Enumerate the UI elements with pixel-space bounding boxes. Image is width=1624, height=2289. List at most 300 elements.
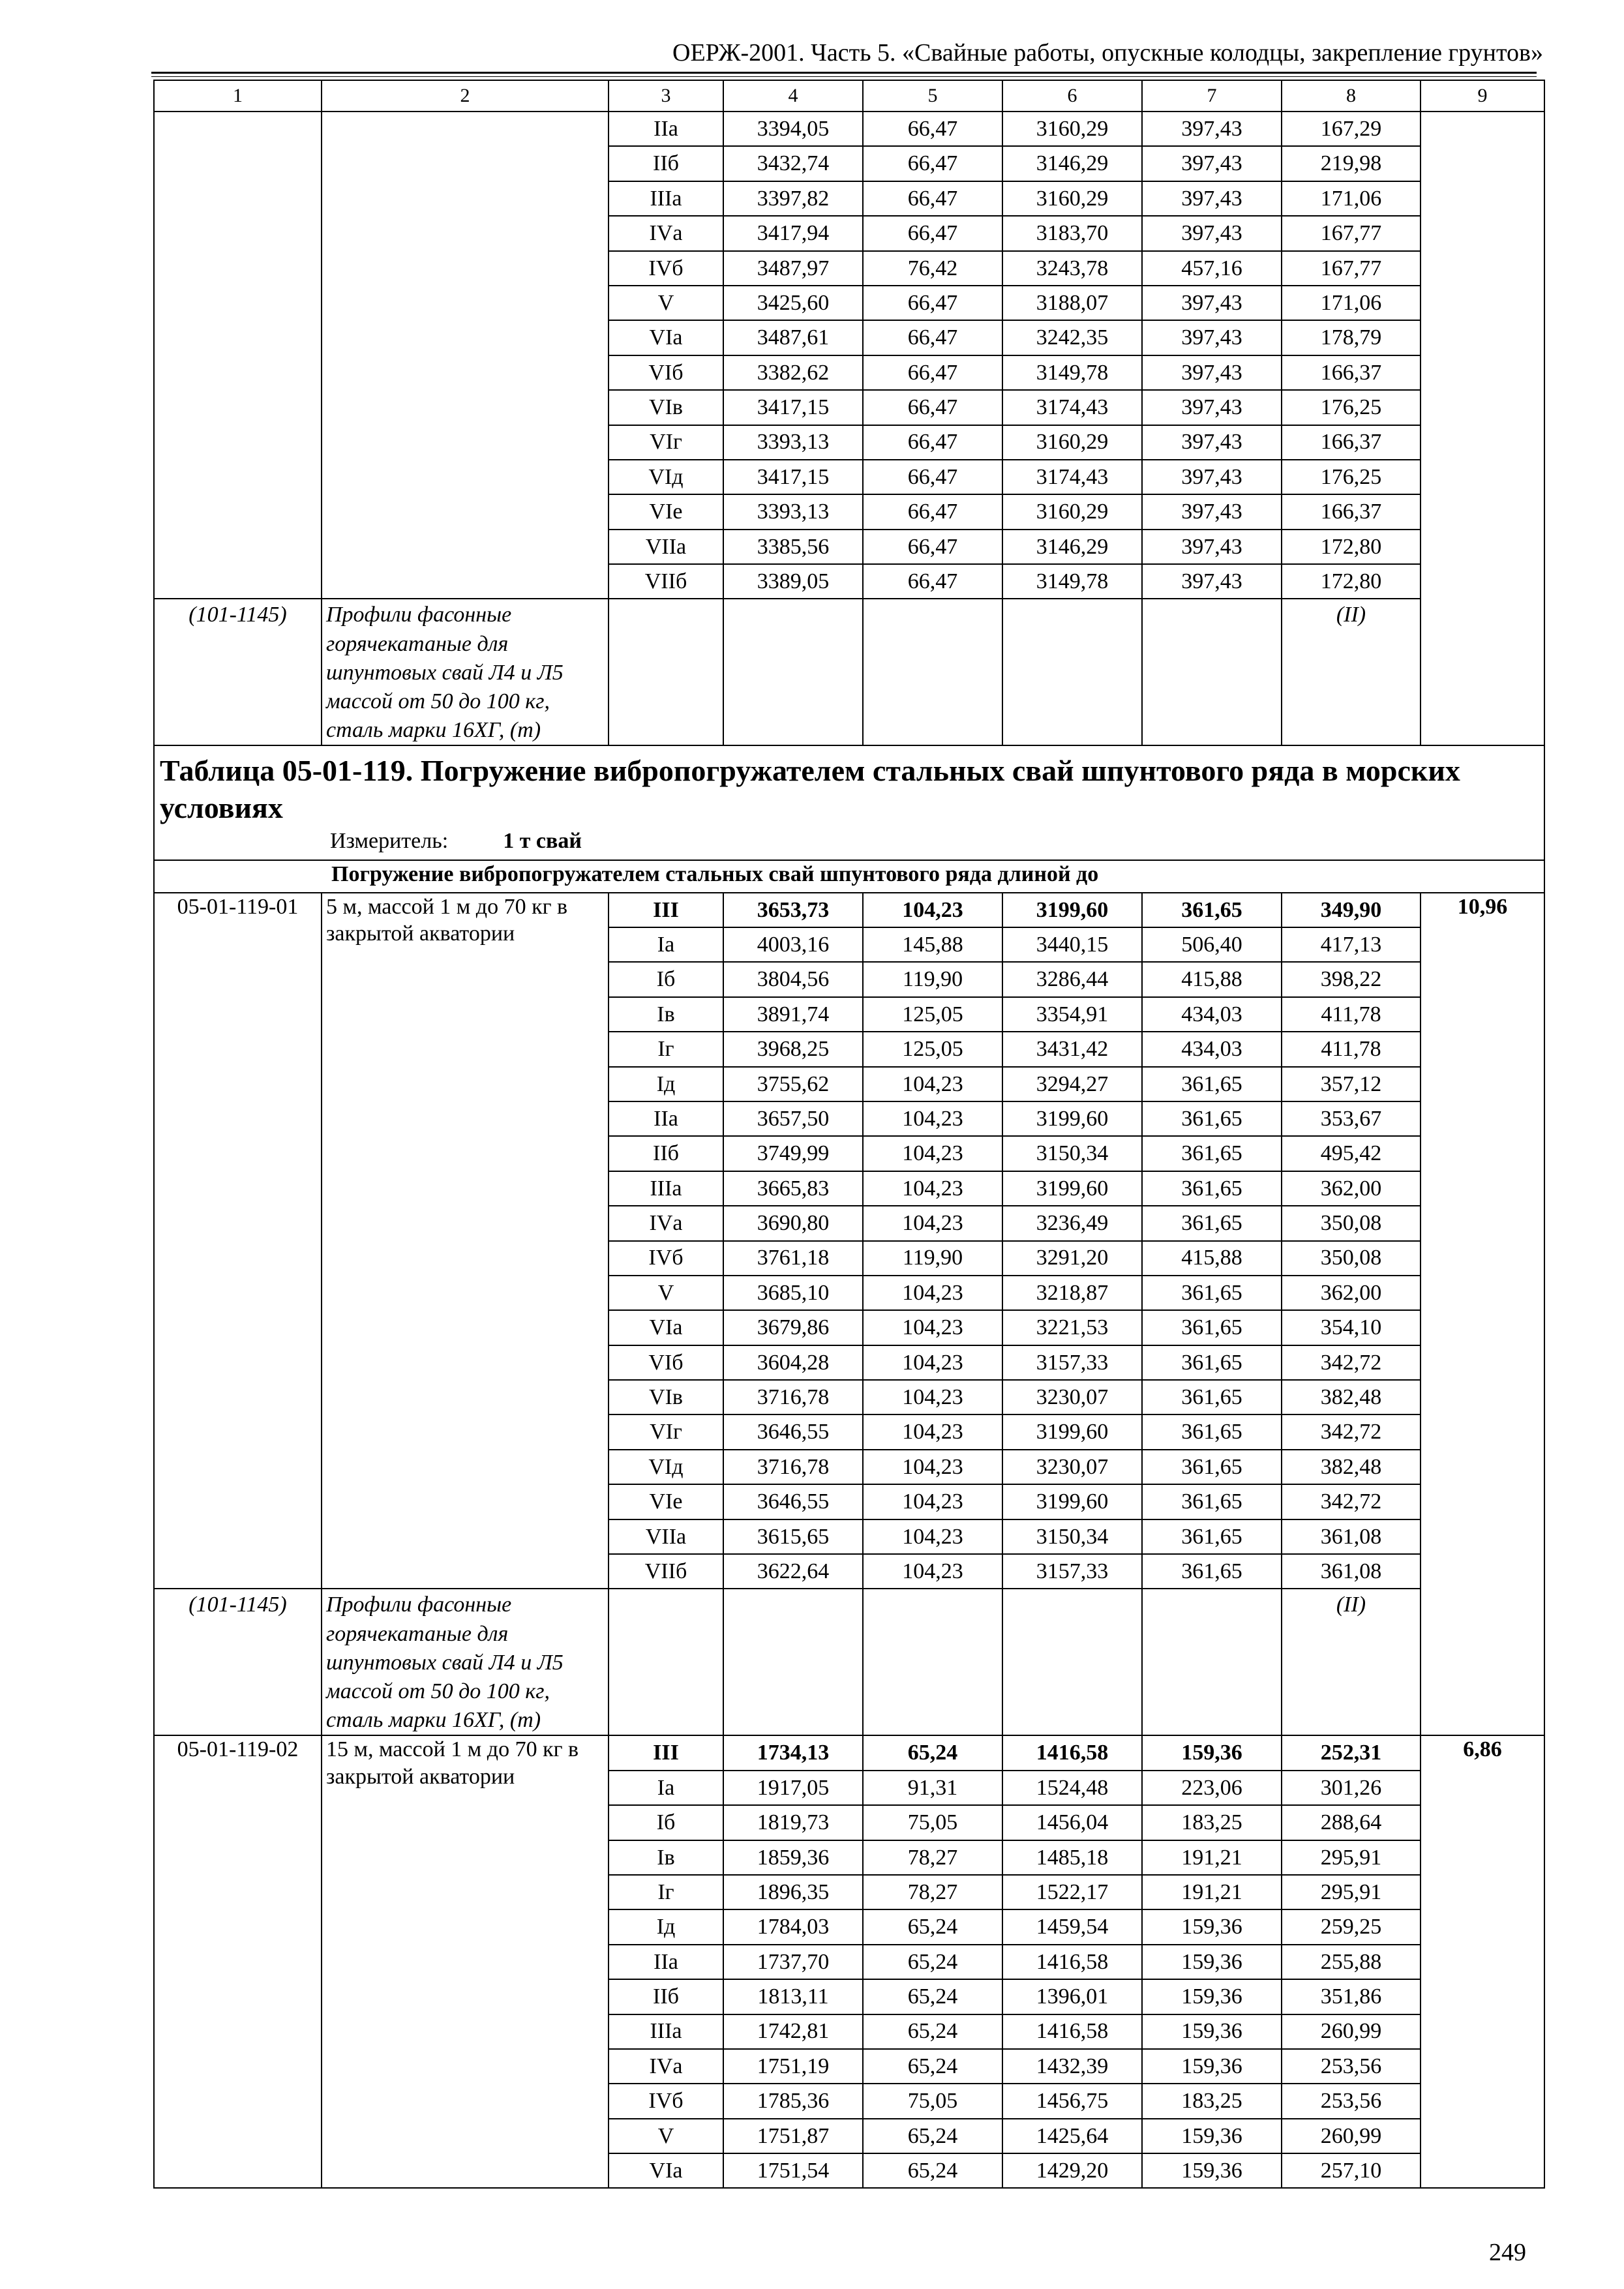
- value-cell: 1751,54: [723, 2153, 863, 2188]
- value-cell: 66,47: [863, 146, 1002, 181]
- value-cell: 301,26: [1282, 1771, 1421, 1805]
- value-cell: 167,77: [1282, 251, 1421, 286]
- value-cell: 66,47: [863, 390, 1002, 425]
- value-cell: 434,03: [1142, 997, 1282, 1032]
- soil-group-cell: Iд: [609, 1909, 723, 1944]
- soil-group-cell: Iд: [609, 1067, 723, 1101]
- soil-group-cell: IIIа: [609, 1171, 723, 1206]
- soil-group-cell: VIд: [609, 460, 723, 494]
- value-cell: 1396,01: [1002, 1979, 1142, 2014]
- value-cell: 3382,62: [723, 355, 863, 390]
- value-cell: 3236,49: [1002, 1206, 1142, 1240]
- value-cell: 3646,55: [723, 1414, 863, 1449]
- unit-label: Измеритель:: [330, 828, 449, 853]
- value-cell: 1819,73: [723, 1805, 863, 1840]
- value-cell: 223,06: [1142, 1771, 1282, 1805]
- soil-group-cell: IVб: [609, 251, 723, 286]
- value-cell: 1859,36: [723, 1840, 863, 1875]
- value-cell: 119,90: [863, 1241, 1002, 1276]
- soil-group-cell: IVа: [609, 2049, 723, 2084]
- value-cell: 3968,25: [723, 1032, 863, 1066]
- value-cell: 397,43: [1142, 112, 1282, 146]
- value-cell: 75,05: [863, 1805, 1002, 1840]
- value-cell: 260,99: [1282, 2014, 1421, 2049]
- value-cell-empty: [1142, 599, 1282, 745]
- soil-group-cell: VIб: [609, 355, 723, 390]
- value-cell: 104,23: [863, 1276, 1002, 1310]
- value-cell: 3891,74: [723, 997, 863, 1032]
- soil-group-cell: V: [609, 2119, 723, 2153]
- value-cell: 3146,29: [1002, 530, 1142, 564]
- value-cell: 361,65: [1142, 1101, 1282, 1136]
- value-cell: 78,27: [863, 1875, 1002, 1909]
- material-code: (101-1145): [154, 1589, 322, 1735]
- value-cell: 178,79: [1282, 320, 1421, 355]
- value-cell: 104,23: [863, 1450, 1002, 1484]
- item-name: 15 м, массой 1 м до 70 кг в закрытой акватории: [322, 1735, 609, 2188]
- value-cell: 66,47: [863, 355, 1002, 390]
- value-cell: 417,13: [1282, 927, 1421, 962]
- value-cell: 1456,04: [1002, 1805, 1142, 1840]
- value-cell-empty: [863, 1589, 1002, 1735]
- value-cell: 361,65: [1142, 1450, 1282, 1484]
- value-cell: 361,65: [1142, 1206, 1282, 1240]
- column-number: 5: [863, 80, 1002, 112]
- soil-group-cell: Iг: [609, 1875, 723, 1909]
- value-cell: 104,23: [863, 1484, 1002, 1519]
- table-row: [154, 1735, 1544, 1770]
- name-cell-empty: [322, 112, 609, 599]
- value-cell: 361,65: [1142, 893, 1282, 927]
- value-cell: 104,23: [863, 1380, 1002, 1414]
- value-cell: 3487,61: [723, 320, 863, 355]
- page-header-title: ОЕРЖ-2001. Часть 5. «Свайные работы, опускные колодцы, закрепление грунтов»: [672, 39, 1543, 67]
- value-cell: 361,08: [1282, 1554, 1421, 1589]
- value-cell: 362,00: [1282, 1276, 1421, 1310]
- value-cell: 1751,19: [723, 2049, 863, 2084]
- soil-group-cell: VIа: [609, 320, 723, 355]
- material-row: [154, 599, 1544, 745]
- value-cell: 361,65: [1142, 1414, 1282, 1449]
- value-cell: 104,23: [863, 1310, 1002, 1345]
- soil-group-cell: IIб: [609, 1979, 723, 2014]
- soil-group-cell: VIIб: [609, 564, 723, 599]
- table-row: [154, 893, 1544, 927]
- value-cell: 3157,33: [1002, 1345, 1142, 1380]
- column-number-row: [154, 80, 1544, 112]
- value-cell: 1751,87: [723, 2119, 863, 2153]
- value-cell: 1416,58: [1002, 1735, 1142, 1770]
- soil-group-cell: IIа: [609, 1101, 723, 1136]
- value-cell: 159,36: [1142, 2049, 1282, 2084]
- value-cell: 3679,86: [723, 1310, 863, 1345]
- value-cell: 104,23: [863, 1101, 1002, 1136]
- value-cell: 183,25: [1142, 1805, 1282, 1840]
- value-cell: 361,65: [1142, 1519, 1282, 1554]
- value-cell: 3150,34: [1002, 1519, 1142, 1554]
- soil-group-cell: VIа: [609, 1310, 723, 1345]
- value-cell: 3755,62: [723, 1067, 863, 1101]
- value-cell-empty: [1002, 1589, 1142, 1735]
- unit-row: [154, 828, 1544, 860]
- value-cell: 65,24: [863, 2119, 1002, 2153]
- value-cell: 104,23: [863, 1345, 1002, 1380]
- value-cell-empty: [723, 599, 863, 745]
- value-cell: 1522,17: [1002, 1875, 1142, 1909]
- value-cell: 3354,91: [1002, 997, 1142, 1032]
- column-number: 9: [1421, 80, 1544, 112]
- soil-group-cell: Iа: [609, 927, 723, 962]
- value-cell: 1917,05: [723, 1771, 863, 1805]
- value-cell: 288,64: [1282, 1805, 1421, 1840]
- value-cell: 3389,05: [723, 564, 863, 599]
- soil-group-cell: VIб: [609, 1345, 723, 1380]
- value-cell: 66,47: [863, 564, 1002, 599]
- value-cell: 3804,56: [723, 962, 863, 996]
- value-cell: 1784,03: [723, 1909, 863, 1944]
- value-cell: 3665,83: [723, 1171, 863, 1206]
- value-cell-empty: [1142, 1589, 1282, 1735]
- item-code: 05-01-119-02: [154, 1735, 322, 2188]
- value-cell: 415,88: [1142, 962, 1282, 996]
- value-cell: 3393,13: [723, 425, 863, 460]
- value-cell: 66,47: [863, 216, 1002, 250]
- value-cell: 255,88: [1282, 1945, 1421, 1979]
- value-cell: 3417,15: [723, 390, 863, 425]
- value-cell: 172,80: [1282, 564, 1421, 599]
- value-cell: 1896,35: [723, 1875, 863, 1909]
- value-cell: 3199,60: [1002, 1484, 1142, 1519]
- value-cell: 351,86: [1282, 1979, 1421, 2014]
- value-cell: 259,25: [1282, 1909, 1421, 1944]
- value-cell: 65,24: [863, 2049, 1002, 2084]
- value-cell: 3394,05: [723, 112, 863, 146]
- value-cell: 3716,78: [723, 1380, 863, 1414]
- value-cell: 159,36: [1142, 1945, 1282, 1979]
- value-cell: 361,65: [1142, 1067, 1282, 1101]
- value-cell: 78,27: [863, 1840, 1002, 1875]
- soil-group-cell: Iа: [609, 1771, 723, 1805]
- value-cell: 397,43: [1142, 530, 1282, 564]
- value-cell: 411,78: [1282, 1032, 1421, 1066]
- value-cell: 3417,94: [723, 216, 863, 250]
- value-cell: 191,21: [1142, 1840, 1282, 1875]
- value-cell: 3417,15: [723, 460, 863, 494]
- value-cell: 66,47: [863, 181, 1002, 216]
- soil-group-cell: VIв: [609, 390, 723, 425]
- soil-group-cell: IIб: [609, 146, 723, 181]
- value-cell: 219,98: [1282, 146, 1421, 181]
- value-cell: 104,23: [863, 1136, 1002, 1171]
- value-cell: 3157,33: [1002, 1554, 1142, 1589]
- value-cell: 166,37: [1282, 355, 1421, 390]
- value-cell: 3487,97: [723, 251, 863, 286]
- value-cell: 382,48: [1282, 1450, 1421, 1484]
- item-code: 05-01-119-01: [154, 893, 322, 1589]
- value-cell: 3653,73: [723, 893, 863, 927]
- value-cell: 4003,16: [723, 927, 863, 962]
- value-cell: 66,47: [863, 494, 1002, 529]
- value-cell: 382,48: [1282, 1380, 1421, 1414]
- value-cell: 397,43: [1142, 564, 1282, 599]
- value-cell: 3432,74: [723, 146, 863, 181]
- value-cell: 3657,50: [723, 1101, 863, 1136]
- value-cell: 3174,43: [1002, 390, 1142, 425]
- value-cell: 104,23: [863, 893, 1002, 927]
- column-number: 1: [154, 80, 322, 112]
- value-cell: 3716,78: [723, 1450, 863, 1484]
- value-cell: 495,42: [1282, 1136, 1421, 1171]
- soil-group-cell: V: [609, 286, 723, 320]
- value-cell: 350,08: [1282, 1206, 1421, 1240]
- value-cell: 354,10: [1282, 1310, 1421, 1345]
- value-cell: 253,56: [1282, 2049, 1421, 2084]
- value-cell: 159,36: [1142, 2014, 1282, 2049]
- soil-group-cell: IIIа: [609, 181, 723, 216]
- value-cell: 3199,60: [1002, 1171, 1142, 1206]
- value-cell: 3160,29: [1002, 112, 1142, 146]
- value-cell: 295,91: [1282, 1840, 1421, 1875]
- value-cell: 3431,42: [1002, 1032, 1142, 1066]
- soil-group-cell: IVб: [609, 2084, 723, 2118]
- value-cell: 398,22: [1282, 962, 1421, 996]
- value-cell: 397,43: [1142, 320, 1282, 355]
- soil-group-cell: IVа: [609, 216, 723, 250]
- value-cell: 361,65: [1142, 1171, 1282, 1206]
- column-number: 8: [1282, 80, 1421, 112]
- value-cell: 362,00: [1282, 1171, 1421, 1206]
- value-cell: 3146,29: [1002, 146, 1142, 181]
- value-cell: 350,08: [1282, 1241, 1421, 1276]
- norms-table: [153, 80, 1545, 2189]
- material-name: Профили фасонные горячекатаные для шпунтовых свай Л4 и Л5 массой от 50 до 100 кг, сталь марки 16ХГ, (т): [322, 1589, 609, 1735]
- value-cell: 104,23: [863, 1414, 1002, 1449]
- value-cell: 65,24: [863, 2014, 1002, 2049]
- value-cell: 176,25: [1282, 460, 1421, 494]
- value-cell: 3685,10: [723, 1276, 863, 1310]
- value-cell: 397,43: [1142, 425, 1282, 460]
- value-cell: 415,88: [1142, 1241, 1282, 1276]
- value-cell-empty: [609, 599, 723, 745]
- value-cell: 125,05: [863, 997, 1002, 1032]
- value-cell-empty: [723, 1589, 863, 1735]
- material-row: [154, 1589, 1544, 1735]
- value-cell-empty: [1002, 599, 1142, 745]
- value-cell: 3230,07: [1002, 1380, 1142, 1414]
- value-cell: 3294,27: [1002, 1067, 1142, 1101]
- value-cell: 3749,99: [723, 1136, 863, 1171]
- unit-value: 1 т свай: [503, 828, 582, 853]
- value-cell: 342,72: [1282, 1484, 1421, 1519]
- value-cell: 361,65: [1142, 1554, 1282, 1589]
- table-row: [154, 112, 1544, 146]
- value-cell: 3242,35: [1002, 320, 1142, 355]
- value-cell: 3218,87: [1002, 1276, 1142, 1310]
- value-cell: 104,23: [863, 1554, 1002, 1589]
- soil-group-cell: VIе: [609, 494, 723, 529]
- value-cell: 1734,13: [723, 1735, 863, 1770]
- soil-group-cell: VIа: [609, 2153, 723, 2188]
- value-cell: 397,43: [1142, 216, 1282, 250]
- column-number: 3: [609, 80, 723, 112]
- material-col8: (II): [1282, 599, 1421, 745]
- value-cell: 104,23: [863, 1067, 1002, 1101]
- value-cell: 3160,29: [1002, 425, 1142, 460]
- soil-group-cell: IIа: [609, 1945, 723, 1979]
- column-number: 6: [1002, 80, 1142, 112]
- value-cell: 3188,07: [1002, 286, 1142, 320]
- soil-group-cell: V: [609, 1276, 723, 1310]
- value-cell: 172,80: [1282, 530, 1421, 564]
- material-name: Профили фасонные горячекатаные для шпунтовых свай Л4 и Л5 массой от 50 до 100 кг, сталь марки 16ХГ, (т): [322, 599, 609, 745]
- value-cell: 166,37: [1282, 494, 1421, 529]
- page-number: 249: [1489, 2239, 1526, 2266]
- value-cell: 65,24: [863, 1945, 1002, 1979]
- value-cell: 1429,20: [1002, 2153, 1142, 2188]
- value-cell: 183,25: [1142, 2084, 1282, 2118]
- value-cell: 3615,65: [723, 1519, 863, 1554]
- value-cell: 104,23: [863, 1519, 1002, 1554]
- value-cell-empty: [609, 1589, 723, 1735]
- value-cell: 1524,48: [1002, 1771, 1142, 1805]
- value-cell: 167,77: [1282, 216, 1421, 250]
- subheading: Погружение вибропогружателем стальных свай шпунтового ряда длиной до: [154, 860, 1544, 893]
- value-cell: 349,90: [1282, 893, 1421, 927]
- value-cell: 65,24: [863, 1909, 1002, 1944]
- value-cell: 66,47: [863, 460, 1002, 494]
- value-cell: 125,05: [863, 1032, 1002, 1066]
- value-cell: 159,36: [1142, 2119, 1282, 2153]
- value-cell: 253,56: [1282, 2084, 1421, 2118]
- value-cell: 361,65: [1142, 1276, 1282, 1310]
- value-cell: 397,43: [1142, 390, 1282, 425]
- value-cell: 3286,44: [1002, 962, 1142, 996]
- table-body: [154, 80, 1544, 2188]
- column-number: 4: [723, 80, 863, 112]
- value-cell: 1742,81: [723, 2014, 863, 2049]
- value-cell: 159,36: [1142, 1979, 1282, 2014]
- soil-group-cell: IVа: [609, 1206, 723, 1240]
- value-cell: 75,05: [863, 2084, 1002, 2118]
- value-cell: 1425,64: [1002, 2119, 1142, 2153]
- value-cell: 1813,11: [723, 1979, 863, 2014]
- col9-cell-empty: [1421, 112, 1544, 745]
- soil-group-cell: VIв: [609, 1380, 723, 1414]
- soil-group-cell: Iг: [609, 1032, 723, 1066]
- value-cell: 1785,36: [723, 2084, 863, 2118]
- value-cell: 357,12: [1282, 1067, 1421, 1101]
- soil-group-cell: VIIа: [609, 530, 723, 564]
- soil-group-cell: VIIа: [609, 1519, 723, 1554]
- value-cell: 397,43: [1142, 286, 1282, 320]
- value-cell: 3150,34: [1002, 1136, 1142, 1171]
- value-cell: 159,36: [1142, 1735, 1282, 1770]
- value-cell: 434,03: [1142, 1032, 1282, 1066]
- value-cell: 176,25: [1282, 390, 1421, 425]
- item-col9: 10,96: [1421, 893, 1544, 1736]
- value-cell: 252,31: [1282, 1735, 1421, 1770]
- unit-cell: [154, 828, 1544, 860]
- value-cell-empty: [863, 599, 1002, 745]
- value-cell: 3440,15: [1002, 927, 1142, 962]
- value-cell: 3199,60: [1002, 893, 1142, 927]
- value-cell: 3243,78: [1002, 251, 1142, 286]
- value-cell: 171,06: [1282, 181, 1421, 216]
- soil-group-cell: IVб: [609, 1241, 723, 1276]
- column-number: 7: [1142, 80, 1282, 112]
- value-cell: 1456,75: [1002, 2084, 1142, 2118]
- value-cell: 66,47: [863, 530, 1002, 564]
- value-cell: 397,43: [1142, 460, 1282, 494]
- value-cell: 361,08: [1282, 1519, 1421, 1554]
- soil-group-cell: VIд: [609, 1450, 723, 1484]
- subheading-row: [154, 860, 1544, 893]
- value-cell: 3174,43: [1002, 460, 1142, 494]
- value-cell: 3199,60: [1002, 1101, 1142, 1136]
- column-number: 2: [322, 80, 609, 112]
- soil-group-cell: IIа: [609, 112, 723, 146]
- value-cell: 397,43: [1142, 355, 1282, 390]
- soil-group-cell: Iв: [609, 1840, 723, 1875]
- value-cell: 3199,60: [1002, 1414, 1142, 1449]
- value-cell: 361,65: [1142, 1345, 1282, 1380]
- value-cell: 361,65: [1142, 1310, 1282, 1345]
- value-cell: 353,67: [1282, 1101, 1421, 1136]
- value-cell: 91,31: [863, 1771, 1002, 1805]
- value-cell: 3291,20: [1002, 1241, 1142, 1276]
- value-cell: 65,24: [863, 2153, 1002, 2188]
- value-cell: 3397,82: [723, 181, 863, 216]
- value-cell: 65,24: [863, 1979, 1002, 2014]
- value-cell: 257,10: [1282, 2153, 1421, 2188]
- value-cell: 342,72: [1282, 1345, 1421, 1380]
- value-cell: 66,47: [863, 320, 1002, 355]
- value-cell: 171,06: [1282, 286, 1421, 320]
- value-cell: 397,43: [1142, 146, 1282, 181]
- value-cell: 3622,64: [723, 1554, 863, 1589]
- value-cell: 1459,54: [1002, 1909, 1142, 1944]
- material-code: (101-1145): [154, 599, 322, 745]
- table-title: Таблица 05-01-119. Погружение вибропогружателем стальных свай шпунтового ряда в морских условиях: [154, 745, 1544, 827]
- value-cell: 1416,58: [1002, 2014, 1142, 2049]
- value-cell: 119,90: [863, 962, 1002, 996]
- soil-group-cell: III: [609, 1735, 723, 1770]
- value-cell: 3160,29: [1002, 181, 1142, 216]
- value-cell: 3230,07: [1002, 1450, 1142, 1484]
- soil-group-cell: Iб: [609, 962, 723, 996]
- value-cell: 3604,28: [723, 1345, 863, 1380]
- value-cell: 1432,39: [1002, 2049, 1142, 2084]
- soil-group-cell: VIIб: [609, 1554, 723, 1589]
- value-cell: 457,16: [1142, 251, 1282, 286]
- material-col8: (II): [1282, 1589, 1421, 1735]
- soil-group-cell: VIг: [609, 1414, 723, 1449]
- value-cell: 361,65: [1142, 1136, 1282, 1171]
- value-cell: 3761,18: [723, 1241, 863, 1276]
- soil-group-cell: IIб: [609, 1136, 723, 1171]
- value-cell: 1416,58: [1002, 1945, 1142, 1979]
- table-title-row: [154, 745, 1544, 827]
- value-cell: 260,99: [1282, 2119, 1421, 2153]
- value-cell: 66,47: [863, 286, 1002, 320]
- value-cell: 76,42: [863, 251, 1002, 286]
- soil-group-cell: VIе: [609, 1484, 723, 1519]
- value-cell: 65,24: [863, 1735, 1002, 1770]
- soil-group-cell: IIIа: [609, 2014, 723, 2049]
- value-cell: 397,43: [1142, 494, 1282, 529]
- header-rule: [151, 72, 1537, 74]
- value-cell: 295,91: [1282, 1875, 1421, 1909]
